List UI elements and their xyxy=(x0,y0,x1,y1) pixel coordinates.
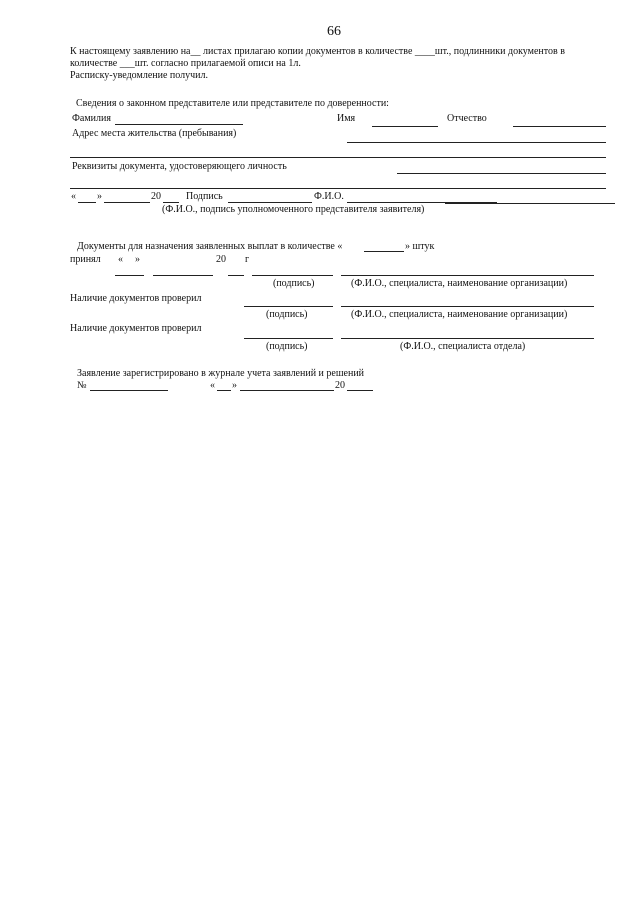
accepted-label: принял xyxy=(70,254,101,265)
accepted-year-field[interactable] xyxy=(228,275,244,276)
accepted-date-close: » xyxy=(135,254,140,265)
check2-specialist-field[interactable] xyxy=(341,338,594,339)
surname-field[interactable] xyxy=(115,124,243,125)
registration-quote-open: « xyxy=(210,380,215,391)
signature-field[interactable] xyxy=(228,202,312,203)
address-field[interactable] xyxy=(347,142,606,143)
accepted-month-field[interactable] xyxy=(153,275,213,276)
intro-line-3: Расписку-уведомление получил. xyxy=(70,70,208,81)
fio-label: Ф.И.О. xyxy=(314,191,344,202)
date-day-field[interactable] xyxy=(78,202,96,203)
registration-number-field[interactable] xyxy=(90,390,168,391)
representative-heading: Сведения о законном представителе или представителе по доверенности: xyxy=(76,98,389,109)
check1-specialist-field[interactable] xyxy=(341,306,594,307)
accepted-day-field[interactable] xyxy=(115,275,144,276)
date-year-field[interactable] xyxy=(163,202,179,203)
check2-signature-field[interactable] xyxy=(244,338,333,339)
name-field[interactable] xyxy=(372,126,438,127)
name-label: Имя xyxy=(337,113,356,124)
accepted-year-suffix: г xyxy=(245,254,250,265)
intro-line-1: К настоящему заявлению на__ листах прилагаю копии документов в количестве ____шт., подлинники документов в xyxy=(70,46,565,57)
id-document-field[interactable] xyxy=(397,173,606,174)
date-year-prefix: 20 xyxy=(151,191,161,202)
id-document-label: Реквизиты документа, удостоверяющего личность xyxy=(72,161,287,172)
intro-line-2: количестве ___шт. согласно прилагаемой описи на 1л. xyxy=(70,58,301,69)
registration-month-field[interactable] xyxy=(240,390,334,391)
surname-label: Фамилия xyxy=(72,113,111,124)
address-label: Адрес места жительства (пребывания) xyxy=(72,128,237,139)
signature-label: Подпись xyxy=(186,191,223,202)
accepted-spec-caption: (Ф.И.О., специалиста, наименование организации) xyxy=(351,278,568,289)
address-field-line-2[interactable] xyxy=(70,157,606,158)
check1-sig-caption: (подпись) xyxy=(266,309,308,320)
page-number: 66 xyxy=(327,24,341,39)
accepted-year: 20 xyxy=(216,254,226,265)
docs-count-suffix: » штук xyxy=(405,241,435,252)
registration-day-field[interactable] xyxy=(217,390,231,391)
docs-count-text: Документы для назначения заявленных выплат в количестве « xyxy=(77,241,343,252)
check1-spec-caption: (Ф.И.О., специалиста, наименование организации) xyxy=(351,309,568,320)
fio-field-line-2[interactable] xyxy=(445,203,615,204)
docs-count-field[interactable] xyxy=(364,251,404,252)
date-month-field[interactable] xyxy=(104,202,150,203)
id-document-field-line-2[interactable] xyxy=(70,188,606,189)
patronymic-label: Отчество xyxy=(447,113,487,124)
registration-number-sign: № xyxy=(77,380,87,391)
registration-text: Заявление зарегистрировано в журнале учета заявлений и решений xyxy=(77,368,365,379)
date-quote-close: » xyxy=(97,191,102,202)
registration-quote-close: » xyxy=(232,380,237,391)
representative-caption: (Ф.И.О., подпись уполномоченного представителя заявителя) xyxy=(162,204,425,215)
accepted-date-open: « xyxy=(118,254,123,265)
check2-label: Наличие документов проверил xyxy=(70,323,202,334)
registration-year-field[interactable] xyxy=(347,390,373,391)
accepted-sig-caption: (подпись) xyxy=(273,278,315,289)
check2-sig-caption: (подпись) xyxy=(266,341,308,352)
patronymic-field[interactable] xyxy=(513,126,606,127)
registration-year: 20 xyxy=(335,380,345,391)
check2-spec-caption: (Ф.И.О., специалиста отдела) xyxy=(400,341,526,352)
date-quote-open: « xyxy=(71,191,76,202)
check1-label: Наличие документов проверил xyxy=(70,293,202,304)
accepted-signature-field[interactable] xyxy=(252,275,333,276)
accepted-specialist-field[interactable] xyxy=(341,275,594,276)
check1-signature-field[interactable] xyxy=(244,306,333,307)
